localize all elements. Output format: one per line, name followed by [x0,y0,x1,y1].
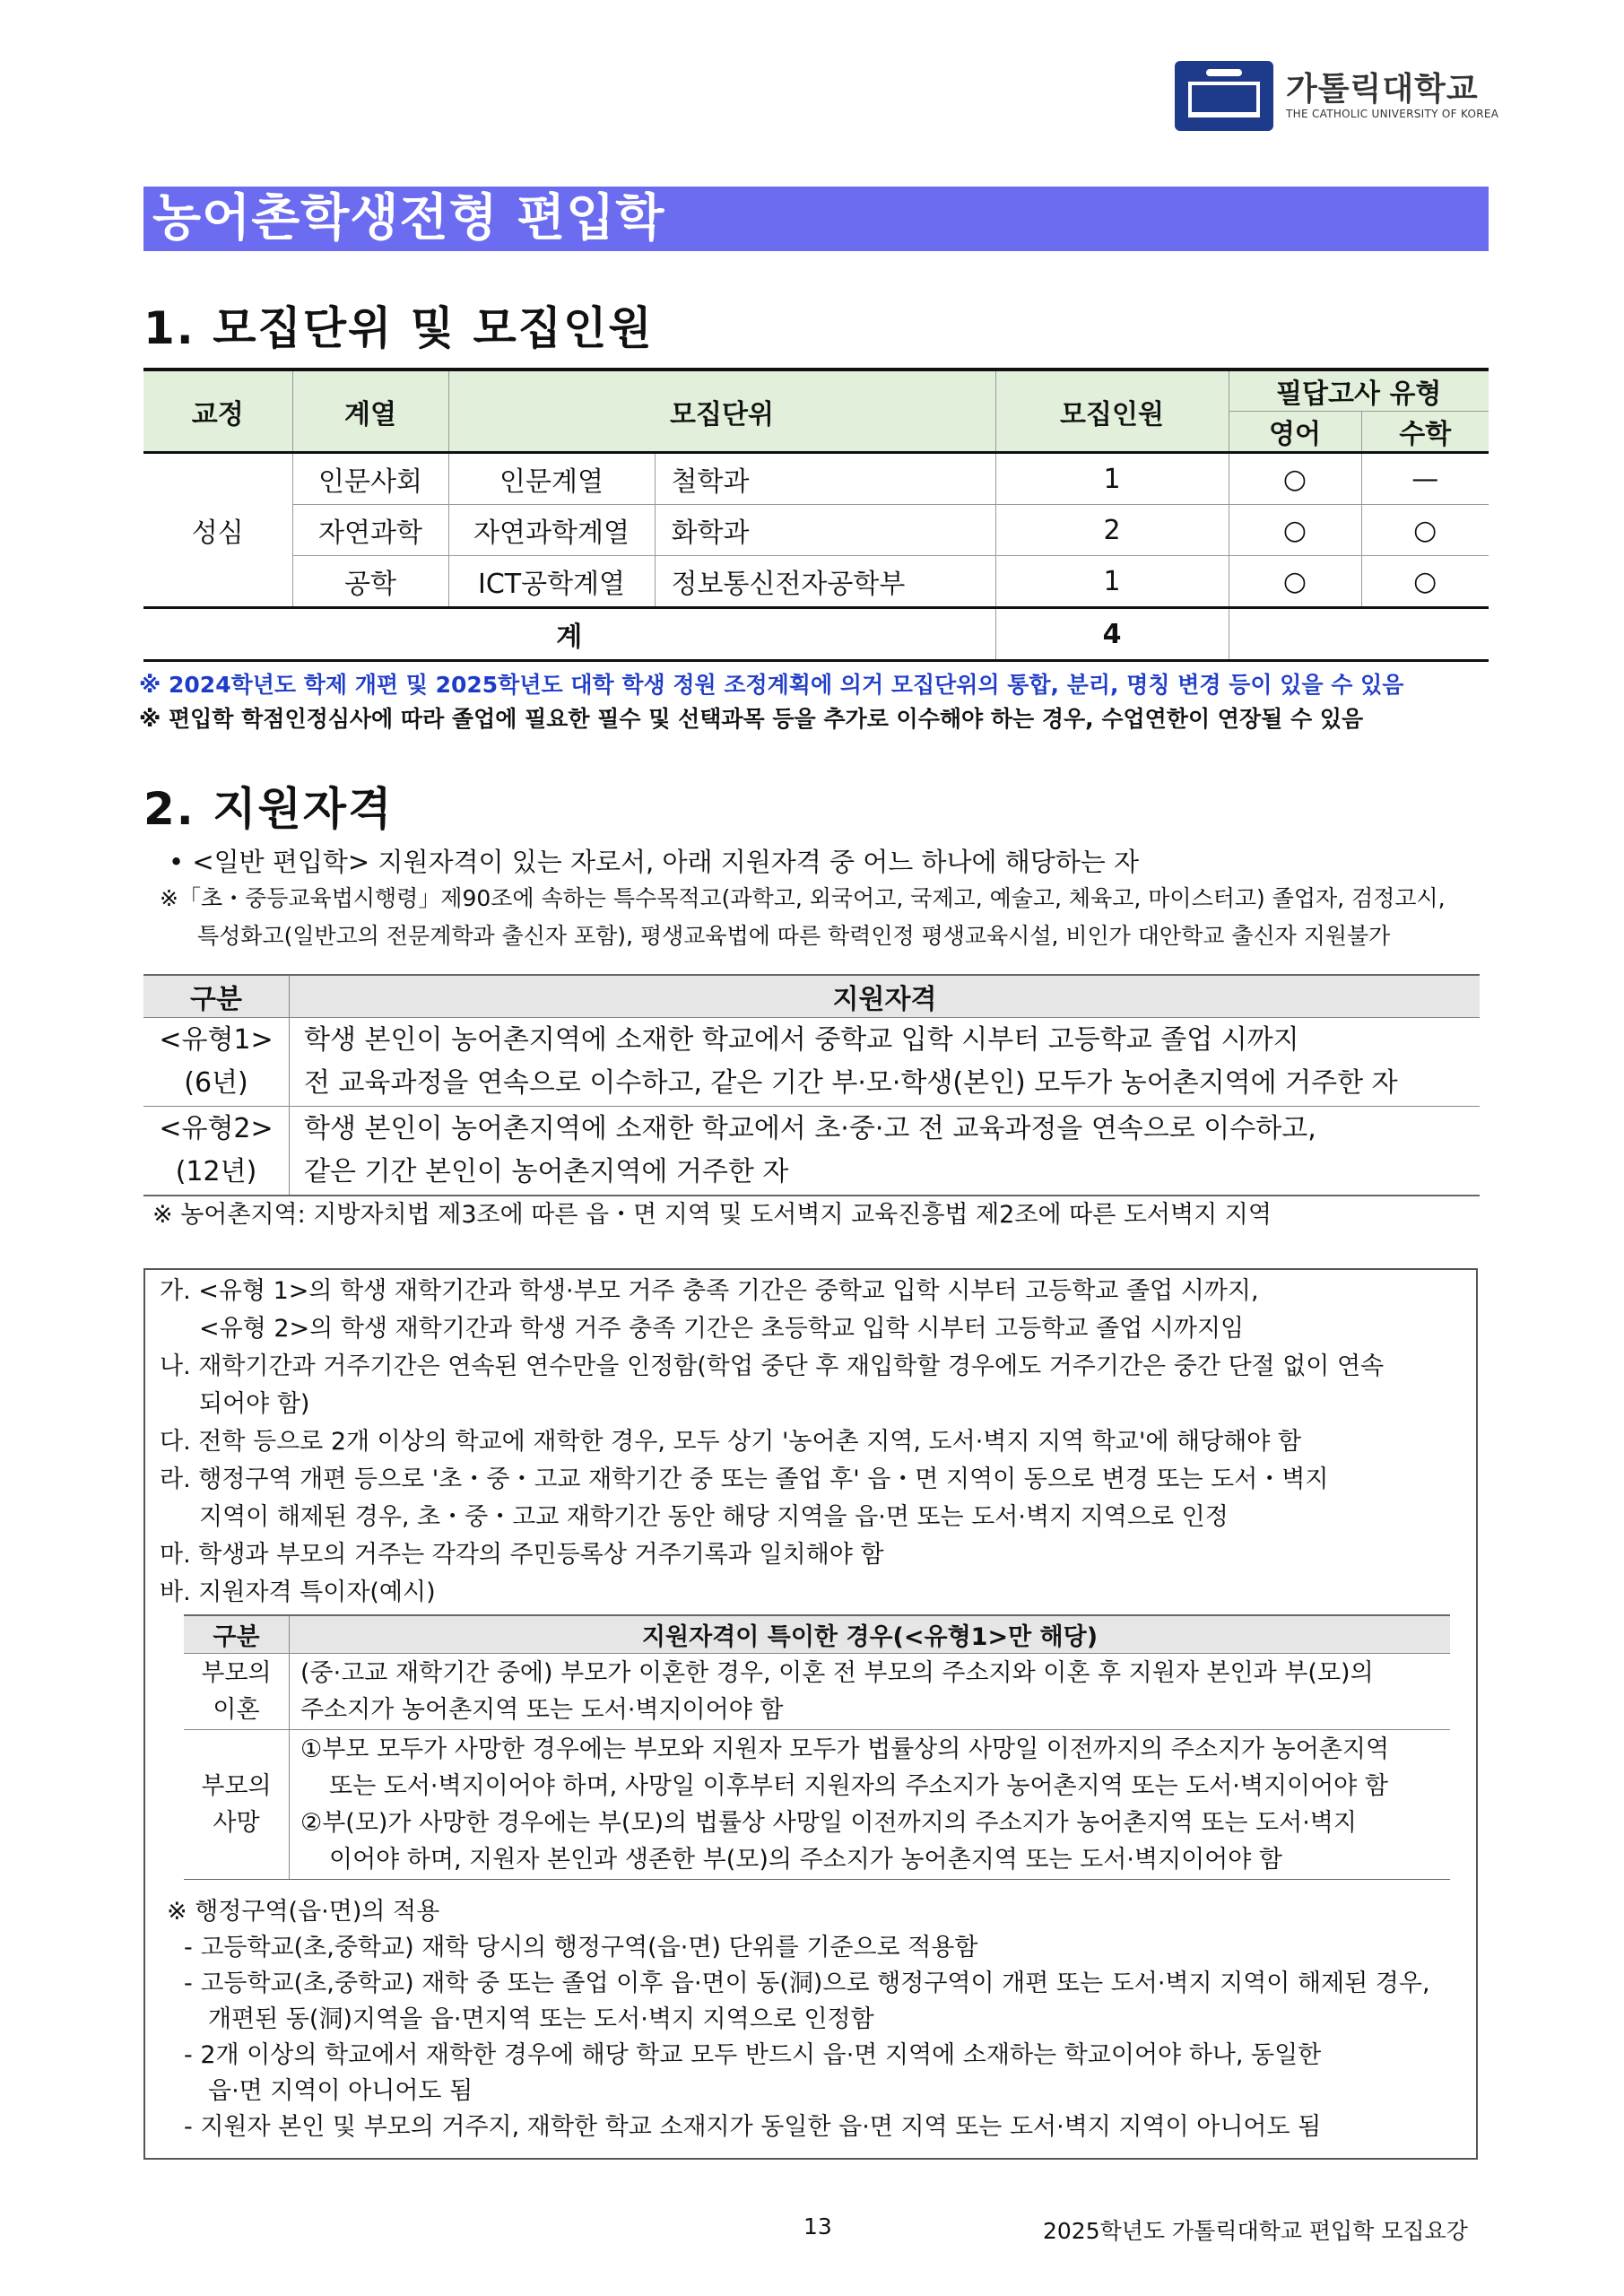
header-unit: 모집단위 [448,370,995,453]
special-cases-table [184,1614,1450,1880]
admin-line-3b: 읍·면 지역이 아니어도 됨 [208,2077,473,2105]
page-number: 13 [803,2213,832,2239]
type1-description: 학생 본인이 농어촌지역에 소재한 학교에서 중학교 입학 시부터 고등학교 졸업 시까지 전 교육과정을 연속으로 이수하고, 같은 기간 부·모·학생(본인) 모두가 농어촌지역에 거주한 자 [290,1018,1481,1107]
admin-region-heading: ※ 행정구역(읍·면)의 적용 [167,1898,440,1926]
logo-text [1286,72,1498,120]
admin-line-4: - 지원자 본인 및 부모의 거주지, 재학한 학교 소재지가 동일한 읍·면 지역 또는 도서·벽지 지역이 아니어도 됨 [184,2113,1322,2141]
detail-line-na: 나. 재학기간과 거주기간은 연속된 연수만을 인정함(학업 중단 후 재입학할 경우에도 거주기간은 중간 단절 없이 연속 [160,1352,1385,1380]
header-english: 영어 [1229,412,1361,453]
note-reorganization: ※ 2024학년도 학제 개편 및 2025학년도 대학 학생 정원 조정계획에 의거 모집단위의 통합, 분리, 명칭 변경 등이 있을 수 있음 [139,672,1404,698]
field-cell: 자연과학 [292,505,448,556]
detail-line-ra-2: 지역이 해제된 경우, 초・중・고교 재학기간 동안 해당 지역을 읍·면 또는 도서·벽지 지역으로 인정 [199,1503,1229,1531]
header-math: 수학 [1361,412,1489,453]
logo-english-name: THE CATHOLIC UNIVERSITY OF KOREA [1286,108,1499,120]
admin-line-3: - 2개 이상의 학교에서 재학한 경우에 해당 학교 모두 반드시 읍·면 지역에 소재하는 학교이어야 하나, 동일한 [184,2041,1322,2069]
field-cell: 인문사회 [292,453,448,505]
english-cell: ○ [1229,556,1361,608]
section1-heading: 1. 모집단위 및 모집인원 [143,302,654,354]
total-label: 계 [143,608,995,661]
logo-korean-name: 가톨릭대학교 [1286,71,1479,108]
total-row [143,608,1489,661]
table-row [143,505,1489,556]
track-cell: ICT공학계열 [448,556,655,608]
detail-line-na-2: 되어야 함) [199,1390,310,1418]
table-row [143,1018,1480,1107]
dept-cell: 정보통신전자공학부 [655,556,995,608]
track-cell: 인문계열 [448,453,655,505]
exclusion-note-1: ※「초・중등교육법시행령」제90조에 속하는 특수목적고(과학고, 외국어고, 국제고, 예술고, 체육고, 마이스터고) 졸업자, 검정고시, [160,885,1446,911]
exclusion-note-2: 특성화고(일반고의 전문계학과 출신자 포함), 평생교육법에 따른 학력인정 평생교육시설, 비인가 대안학교 출신자 지원불가 [197,923,1391,949]
field-cell: 공학 [292,556,448,608]
detail-line-ga-2: <유형 2>의 학생 재학기간과 학생 거주 충족 기간은 초등학교 입학 시부터 고등학교 졸업 시까지임 [199,1315,1245,1343]
type2-label: <유형2> (12년) [143,1107,290,1196]
admin-line-1: - 고등학교(초,중학교) 재학 당시의 행정구역(읍·면) 단위를 기준으로 적용함 [184,1934,978,1961]
admin-line-2: - 고등학교(초,중학교) 재학 중 또는 졸업 이후 읍·면이 동(洞)으로 행정구역이 개편 또는 도서·벽지 지역이 해제된 경우, [184,1970,1430,1997]
header-category: 구분 [184,1615,290,1654]
header-eligibility: 지원자격 [290,975,1481,1018]
quota-cell: 1 [995,453,1229,505]
section2-heading: 2. 지원자격 [143,783,394,835]
death-description: ①부모 모두가 사망한 경우에는 부모와 지원자 모두가 법률상의 사망일 이전까지의 주소지가 농어촌지역 또는 도서·벽지이어야 하며, 사망일 이후부터 지원자의 주소지가 농어촌지역 또는 도서·벽지이어야 함 ②부(모)가 사망한 경우에는 부(모)의 법률상 사망일 이전까지의 주소지가 농어촌지역 또는 도서·벽지 이어야 하며, 지원자 본인과 생존한 부(모)의 주소지가 농어촌지역 또는 도서·벽지이어야 함 [290,1730,1451,1880]
header-field: 계열 [292,370,448,453]
detail-line-ga: 가. <유형 1>의 학생 재학기간과 학생·부모 거주 충족 기간은 중학교 입학 시부터 고등학교 졸업 시까지, [160,1277,1259,1305]
table-row [143,1107,1480,1196]
english-cell: ○ [1229,505,1361,556]
divorce-label: 부모의 이혼 [184,1654,290,1730]
header-category: 구분 [143,975,290,1018]
footer-doc-title: 2025학년도 가톨릭대학교 편입학 모집요강 [1043,2218,1468,2244]
quota-cell: 2 [995,505,1229,556]
eligibility-bullet: • <일반 편입학> 지원자격이 있는 자로서, 아래 지원자격 중 어느 하나에 해당하는 자 [169,847,1139,877]
detail-line-ma: 마. 학생과 부모의 거주는 각각의 주민등록상 거주기록과 일치해야 함 [160,1541,884,1569]
table-row [143,453,1489,505]
recruitment-table [143,368,1489,662]
total-empty [1229,608,1489,661]
math-cell: ○ [1361,556,1489,608]
type1-label: <유형1> (6년) [143,1018,290,1107]
dept-cell: 화학과 [655,505,995,556]
header-special-case: 지원자격이 특이한 경우(<유형1>만 해당) [290,1615,1451,1654]
university-emblem-icon [1175,61,1273,131]
header-campus: 교정 [143,370,292,453]
quota-cell: 1 [995,556,1229,608]
track-cell: 자연과학계열 [448,505,655,556]
eligibility-table [143,974,1480,1196]
type2-description: 학생 본인이 농어촌지역에 소재한 학교에서 초·중·고 전 교육과정을 연속으로 이수하고, 같은 기간 본인이 농어촌지역에 거주한 자 [290,1107,1481,1196]
total-value: 4 [995,608,1229,661]
detail-line-ba: 바. 지원자격 특이자(예시) [160,1578,436,1606]
region-definition-note: ※ 농어촌지역: 지방자치법 제3조에 따른 읍・면 지역 및 도서벽지 교육진흥법 제2조에 따른 도서벽지 지역 [152,1201,1272,1229]
header-exam-type: 필답고사 유형 [1229,370,1489,412]
page-title-bar [143,187,1489,251]
english-cell: ○ [1229,453,1361,505]
math-cell: ○ [1361,505,1489,556]
page-title: 농어촌학생전형 편입학 [152,189,665,248]
death-label: 부모의 사망 [184,1730,290,1880]
table-row [184,1654,1450,1730]
divorce-description: (중·고교 재학기간 중에) 부모가 이혼한 경우, 이혼 전 부모의 주소지와 이혼 후 지원자 본인과 부(모)의 주소지가 농어촌지역 또는 도서·벽지이어야 함 [290,1654,1451,1730]
detail-line-ra: 라. 행정구역 개편 등으로 '초・중・고교 재학기간 중 또는 졸업 후' 읍・면 지역이 동으로 변경 또는 도서・벽지 [160,1465,1329,1493]
note-credit-recognition: ※ 편입학 학점인정심사에 따라 졸업에 필요한 필수 및 선택과목 등을 추가로 이수해야 하는 경우, 수업연한이 연장될 수 있음 [139,706,1364,732]
header-quota: 모집인원 [995,370,1229,453]
campus-cell: 성심 [143,453,292,608]
table-row [143,556,1489,608]
math-cell: — [1361,453,1489,505]
admin-line-2b: 개편된 동(洞)지역을 읍·면지역 또는 도서·벽지 지역으로 인정함 [208,2005,874,2033]
university-logo [1175,61,1498,131]
table-row [184,1730,1450,1880]
dept-cell: 철학과 [655,453,995,505]
detail-line-da: 다. 전학 등으로 2개 이상의 학교에 재학한 경우, 모두 상기 '농어촌 지역, 도서·벽지 지역 학교'에 해당해야 함 [160,1428,1302,1456]
